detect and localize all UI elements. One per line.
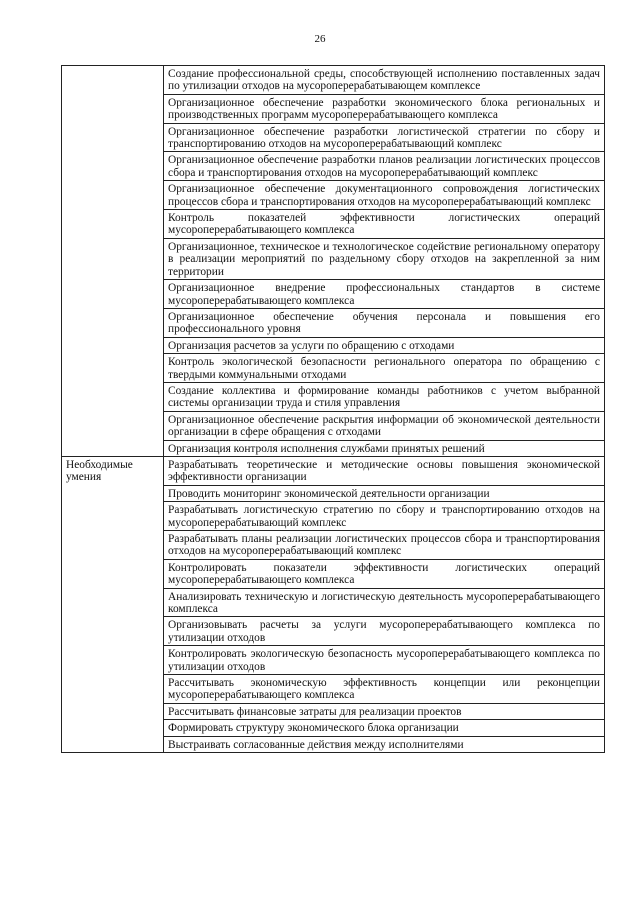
table-cell: Разрабатывать логистическую стратегию по сбору и транспортированию отходов на мусороперерабатывающий комплекс (164, 502, 605, 531)
section-label-empty (62, 66, 164, 457)
table-cell: Контролировать показатели эффективности логистических операций мусороперерабатывающего комплекса (164, 559, 605, 588)
table-row (62, 456, 605, 485)
table-cell: Организация расчетов за услуги по обращению с отходами (164, 337, 605, 353)
table-cell: Создание профессиональной среды, способствующей исполнению поставленных задач по утилизации отходов на мусороперерабатывающем комплексе (164, 66, 605, 95)
table-cell: Контроль экологической безопасности регионального оператора по обращению с твердыми коммунальными отходами (164, 354, 605, 383)
table-row (62, 66, 605, 95)
skills-label: Необходимые умения (62, 456, 164, 752)
table-cell: Организация контроля исполнения службами принятых решений (164, 440, 605, 456)
requirements-table (61, 65, 605, 753)
table-cell: Анализировать техническую и логистическую деятельность мусороперерабатывающего комплекса (164, 588, 605, 617)
table-cell: Организационное обеспечение разработки экономического блока региональных и производственных программ мусороперерабатывающего комплекса (164, 94, 605, 123)
table-cell: Разрабатывать теоретические и методические основы повышения экономической эффективности организации (164, 456, 605, 485)
table-cell: Создание коллектива и формирование команды работников с учетом выбранной системы организации труда и стиля управления (164, 382, 605, 411)
table-cell: Организовывать расчеты за услуги мусороперерабатывающего комплекса по утилизации отходов (164, 617, 605, 646)
table-cell: Организационное обеспечение раскрытия информации об экономической деятельности организации в сфере обращения с отходами (164, 411, 605, 440)
requirements-table-body (62, 66, 605, 753)
table-cell: Организационное обеспечение разработки планов реализации логистических процессов сбора и транспортирования отходов на мусороперерабатывающий комплекс (164, 152, 605, 181)
table-cell: Контролировать экологическую безопасность мусороперерабатывающего комплекса по утилизации отходов (164, 646, 605, 675)
page-number: 26 (314, 33, 326, 45)
table-cell: Организационное обеспечение документационного сопровождения логистических процессов сбора и транспортирования отходов на мусороперерабатывающий комплекс (164, 181, 605, 210)
table-cell: Рассчитывать экономическую эффективность концепции или реконцепции мусороперерабатывающего комплекса (164, 675, 605, 704)
table-cell: Организационное внедрение профессиональных стандартов в системе мусороперерабатывающего комплекса (164, 280, 605, 309)
table-cell: Разрабатывать планы реализации логистических процессов сбора и транспортирования отходов на мусороперерабатывающий комплекс (164, 531, 605, 560)
table-cell: Выстраивать согласованные действия между исполнителями (164, 736, 605, 752)
table-cell: Рассчитывать финансовые затраты для реализации проектов (164, 703, 605, 719)
table-cell: Организационное обеспечение разработки логистической стратегии по сбору и транспортированию отходов на мусороперерабатывающий комплекс (164, 123, 605, 152)
table-cell: Проводить мониторинг экономической деятельности организации (164, 485, 605, 501)
table-cell: Контроль показателей эффективности логистических операций мусороперерабатывающего комплекса (164, 210, 605, 239)
table-cell: Организационное, техническое и технологическое содействие региональному оператору в реализации мероприятий по раздельному сбору отходов на закрепленной за ним территории (164, 238, 605, 279)
table-cell: Формировать структуру экономического блока организации (164, 720, 605, 736)
table-cell: Организационное обеспечение обучения персонала и повышения его профессионального уровня (164, 308, 605, 337)
